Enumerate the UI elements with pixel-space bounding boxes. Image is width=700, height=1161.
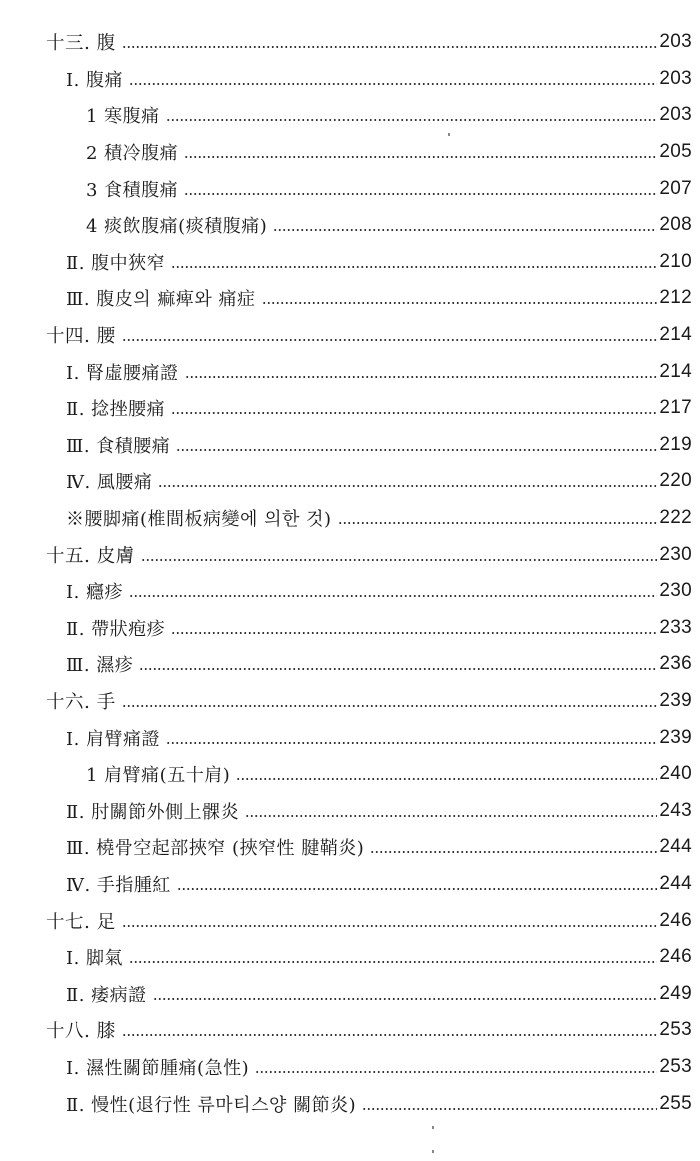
- toc-page-number: 239: [659, 726, 692, 748]
- toc-chapter-entry: [0, 317, 700, 354]
- dot-leader: [262, 302, 658, 304]
- dot-leader: [129, 83, 657, 85]
- toc-section-entry: [0, 1049, 700, 1086]
- toc-section-entry: [0, 719, 700, 756]
- dot-leader: [362, 1108, 657, 1110]
- toc-section-entry: [0, 610, 700, 647]
- toc-section-entry: [0, 97, 700, 134]
- toc-page-number: 230: [659, 580, 692, 602]
- dot-leader: [122, 1034, 658, 1036]
- toc-chapter-entry: [0, 24, 700, 61]
- toc-page-number: 239: [659, 689, 692, 711]
- dot-leader: [184, 193, 657, 195]
- dot-leader: [177, 888, 657, 890]
- toc-page-number: 246: [659, 946, 692, 968]
- toc-page-number: 212: [659, 287, 692, 309]
- dot-leader: [166, 742, 657, 744]
- toc-entry-title: Ⅱ. 慢性(退行性 류마티스양 關節炎): [66, 1094, 357, 1116]
- toc-entry-title: 十五. 皮膚: [46, 545, 135, 567]
- toc-page-number: 205: [659, 141, 692, 163]
- toc-page-number: 253: [659, 1055, 692, 1077]
- toc-section-entry: [0, 975, 700, 1012]
- toc-page-number: 203: [659, 31, 692, 53]
- toc-page-number: 233: [659, 616, 692, 638]
- toc-entry-title: 4 痰飲腹痛(痰積腹痛): [86, 216, 268, 238]
- table-of-contents: [0, 24, 700, 1122]
- toc-page-number: 207: [659, 177, 692, 199]
- dot-leader: [122, 339, 658, 341]
- dot-leader: [255, 1071, 657, 1073]
- toc-page-number: 236: [659, 653, 692, 675]
- toc-entry-title: Ⅱ. 捻挫腰痛: [66, 399, 166, 421]
- toc-page-number: 244: [659, 836, 692, 858]
- toc-section-entry: [0, 390, 700, 427]
- toc-entry-title: Ⅰ. 脚氣: [66, 948, 124, 970]
- dot-leader: [171, 266, 657, 268]
- toc-entry-title: ※腰脚痛(椎間板病變에 의한 것): [66, 509, 332, 531]
- toc-section-entry: [0, 573, 700, 610]
- toc-entry-title: 十三. 腹: [46, 33, 116, 55]
- toc-section-entry: [0, 500, 700, 537]
- toc-section-entry: [0, 866, 700, 903]
- dot-leader: [245, 815, 657, 817]
- toc-page-number: 243: [659, 799, 692, 821]
- toc-page-number: 253: [659, 1019, 692, 1041]
- toc-page-number: 230: [659, 543, 692, 565]
- toc-chapter-entry: [0, 683, 700, 720]
- dot-leader: [153, 998, 658, 1000]
- toc-entry-title: 十七. 足: [46, 911, 116, 933]
- toc-entry-title: 1 寒腹痛: [86, 106, 160, 128]
- dot-leader: [122, 46, 658, 48]
- toc-entry-title: Ⅲ. 腹皮의 痲痺와 痛症: [66, 289, 256, 311]
- toc-page-number: 246: [659, 909, 692, 931]
- toc-entry-title: Ⅱ. 腹中狹窄: [66, 252, 166, 274]
- dot-leader: [122, 925, 658, 927]
- dot-leader: [141, 559, 658, 561]
- toc-page-number: 208: [659, 214, 692, 236]
- dot-leader: [184, 156, 657, 158]
- dot-leader: [122, 705, 658, 707]
- toc-section-entry: [0, 646, 700, 683]
- toc-page-number: 249: [659, 982, 692, 1004]
- toc-entry-title: Ⅱ. 痿病證: [66, 984, 147, 1006]
- dot-leader: [129, 961, 657, 963]
- toc-page-number: 214: [659, 360, 692, 382]
- toc-entry-title: 十八. 膝: [46, 1021, 116, 1043]
- toc-entry-title: 2 積冷腹痛: [86, 143, 179, 165]
- toc-entry-title: Ⅳ. 風腰痛: [66, 472, 153, 494]
- toc-entry-title: Ⅰ. 腹痛: [66, 69, 124, 91]
- toc-page-number: 255: [659, 1092, 692, 1114]
- toc-section-entry: [0, 170, 700, 207]
- toc-entry-title: Ⅱ. 肘關節外側上髁炎: [66, 801, 240, 823]
- toc-entry-title: Ⅰ. 癮疹: [66, 582, 124, 604]
- toc-page-number: 220: [659, 470, 692, 492]
- toc-section-entry: [0, 244, 700, 281]
- scan-speck: [448, 133, 450, 136]
- toc-chapter-entry: [0, 1012, 700, 1049]
- dot-leader: [139, 668, 657, 670]
- toc-entry-title: Ⅰ. 腎虛腰痛證: [66, 362, 179, 384]
- toc-page-number: 222: [659, 507, 692, 529]
- toc-section-entry: [0, 463, 700, 500]
- dot-leader: [129, 595, 657, 597]
- dot-leader: [370, 851, 657, 853]
- toc-section-entry: [0, 353, 700, 390]
- toc-entry-title: Ⅳ. 手指腫紅: [66, 874, 171, 896]
- scan-speck: [432, 1126, 434, 1129]
- dot-leader: [185, 376, 658, 378]
- toc-entry-title: 十四. 腰: [46, 326, 116, 348]
- toc-page-number: 214: [659, 324, 692, 346]
- toc-entry-title: Ⅲ. 食積腰痛: [66, 435, 171, 457]
- toc-section-entry: [0, 61, 700, 98]
- toc-chapter-entry: [0, 902, 700, 939]
- toc-entry-title: 3 食積腹痛: [86, 179, 179, 201]
- toc-page-number: 244: [659, 872, 692, 894]
- dot-leader: [273, 229, 657, 231]
- dot-leader: [236, 778, 657, 780]
- toc-section-entry: [0, 207, 700, 244]
- scan-speck: [432, 1150, 434, 1153]
- toc-entry-title: 十六. 手: [46, 691, 116, 713]
- toc-section-entry: [0, 756, 700, 793]
- toc-page-number: 219: [659, 433, 692, 455]
- toc-chapter-entry: [0, 536, 700, 573]
- toc-entry-title: Ⅲ. 橈骨空起部挾窄 (挾窄性 腱鞘炎): [66, 838, 365, 860]
- toc-entry-title: Ⅲ. 濕疹: [66, 655, 134, 677]
- toc-section-entry: [0, 829, 700, 866]
- toc-page-number: 203: [659, 104, 692, 126]
- dot-leader: [176, 449, 657, 451]
- toc-page-number: 240: [659, 763, 692, 785]
- dot-leader: [166, 119, 658, 121]
- toc-section-entry: [0, 427, 700, 464]
- toc-entry-title: Ⅰ. 肩臂痛證: [66, 728, 161, 750]
- dot-leader: [171, 632, 657, 634]
- toc-page-number: 210: [659, 250, 692, 272]
- toc-section-entry: [0, 792, 700, 829]
- dot-leader: [158, 485, 657, 487]
- dot-leader: [338, 522, 658, 524]
- toc-entry-title: 1 肩臂痛(五十肩): [86, 765, 231, 787]
- toc-entry-title: Ⅰ. 濕性關節腫痛(急性): [66, 1057, 250, 1079]
- toc-section-entry: [0, 939, 700, 976]
- toc-entry-title: Ⅱ. 帶狀疱疹: [66, 618, 166, 640]
- toc-section-entry: [0, 134, 700, 171]
- toc-page-number: 203: [659, 67, 692, 89]
- dot-leader: [171, 412, 657, 414]
- toc-page-number: 217: [659, 397, 692, 419]
- toc-section-entry: [0, 1085, 700, 1122]
- toc-section-entry: [0, 280, 700, 317]
